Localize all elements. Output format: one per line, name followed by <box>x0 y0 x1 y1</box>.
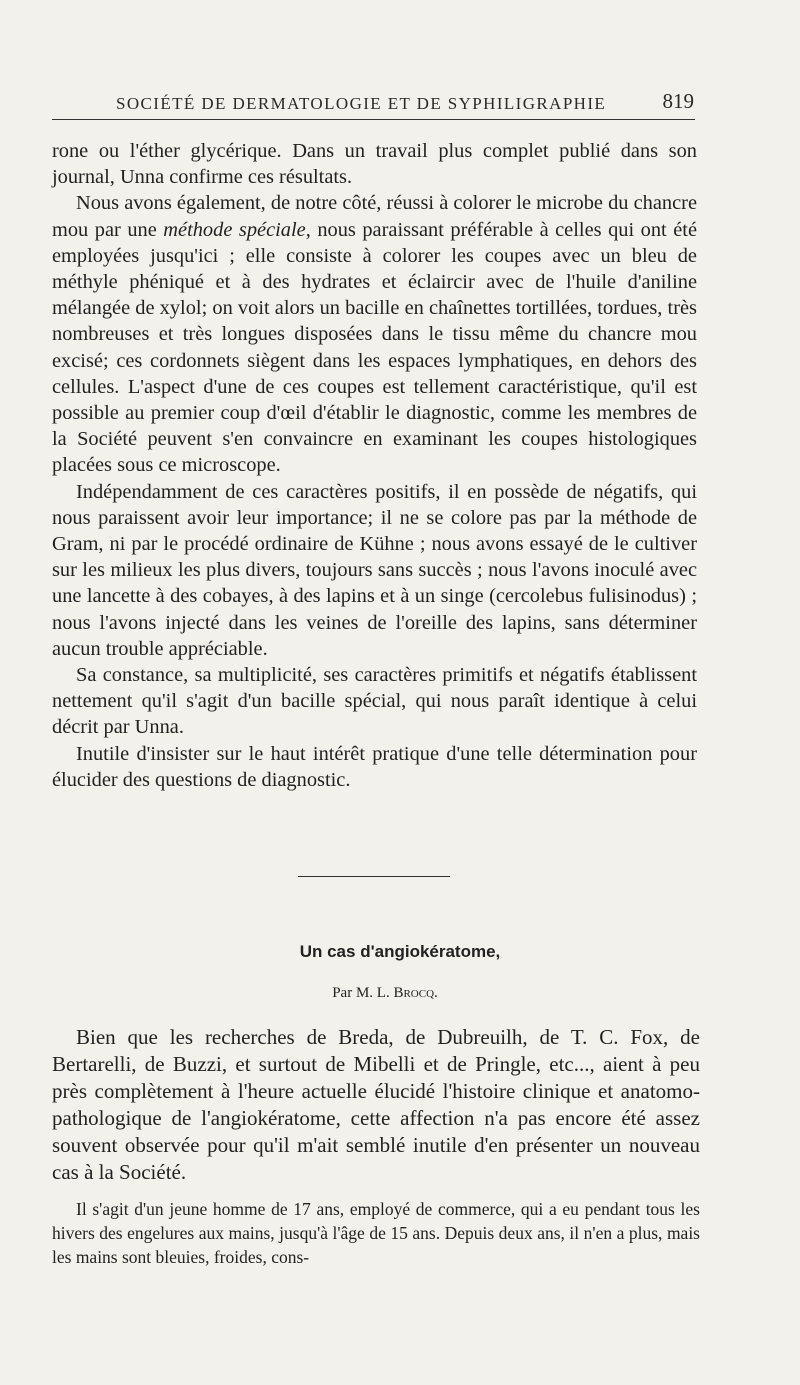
article-paragraph-1: Bien que les recherches de Breda, de Dubreuilh, de T. C. Fox, de Bertarelli, de Buzzi, et surtout de Mibelli et de Pringle, etc..., aient à peu près complètement à l'heure actuelle élucidé l'histoire clinique et anatomo-pathologique de l'angiokératome, cette affection n'a pas encore été assez souvent observée pour qu'il m'ait semblé inutile d'en présenter un nouveau cas à la Société. <box>52 1025 700 1184</box>
header-divider <box>52 119 695 120</box>
paragraph-3: Indépendamment de ces caractères positifs, il en possède de négatifs, qui nous paraissent avoir leur importance; il ne se colore pas par la méthode de Gram, ni par le procédé ordinaire de Kühne ; nous avons essayé de le cultiver sur les milieux les plus divers, toujours sans succès ; nous l'avons inoculé avec une lancette à des cobayes, à des lapins et à un singe (cercolebus fulisinodus) ; nous l'avons injecté dans les veines de l'oreille des lapins, sans déterminer aucun trouble appréciable. <box>52 480 697 660</box>
section-divider <box>298 876 450 877</box>
article-paragraph-2: Il s'agit d'un jeune homme de 17 ans, employé de commerce, qui a eu pendant tous les hivers des engelures aux mains, jusqu'à l'âge de 15 ans. Depuis deux ans, il n'en a plus, mais les mains sont bleuies, froides, cons- <box>52 1199 700 1267</box>
article-title: Un cas d'angiokératome, <box>299 942 501 961</box>
paragraph-4: Sa constance, sa multiplicité, ses caractères primitifs et négatifs établissent nettement qu'il s'agit d'un bacille spécial, qui nous paraît identique à celui décrit par Unna. <box>52 664 697 739</box>
body-section-1 <box>52 138 697 793</box>
article-byline <box>0 985 770 1002</box>
paragraph-2-start: Nous avons également, de notre côté, réussi à colorer le microbe du chancre mou par une <box>52 192 697 241</box>
byline-prefix: Par M. L. <box>332 985 394 1001</box>
page-header <box>52 74 694 114</box>
paragraph-1: rone ou l'éther glycérique. Dans un travail plus complet publié dans son journal, Unna confirme ces résultats. <box>52 140 697 189</box>
paragraph-2-end: , nous paraissant préférable à celles qui ont été employées jusqu'ici ; elle consiste à colorer les coupes avec un bleu de méthyle phéniqué et à des hydrates et éclaircir avec de l'huile d'aniline mélangée de xylol; on voit alors un bacille en chaînettes tortillées, tordues, très nombreuses et très longues disposées dans le tissu même du chancre mou excisé; ces cordonnets siègent dans les espaces lymphatiques, en dehors des cellules. L'aspect d'une de ces coupes est tellement caractéristique, qu'il est possible au premier coup d'œil d'établir le diagnostic, comme les membres de la Société peuvent s'en convaincre en examinant les coupes histologiques placées sous ce microscope. <box>52 218 697 477</box>
paragraph-2 <box>52 190 697 478</box>
body-section-2 <box>52 1024 700 1186</box>
body-section-3 <box>52 1197 700 1269</box>
italic-method-term: méthode spéciale <box>163 218 306 241</box>
running-head: SOCIÉTÉ DE DERMATOLOGIE ET DE SYPHILIGRAPHIE <box>116 94 607 113</box>
paragraph-5: Inutile d'insister sur le haut intérêt pratique d'une telle détermination pour élucider des questions de diagnostic. <box>52 742 697 791</box>
page-number: 819 <box>662 89 694 113</box>
byline-author: Brocq. <box>393 985 438 1001</box>
